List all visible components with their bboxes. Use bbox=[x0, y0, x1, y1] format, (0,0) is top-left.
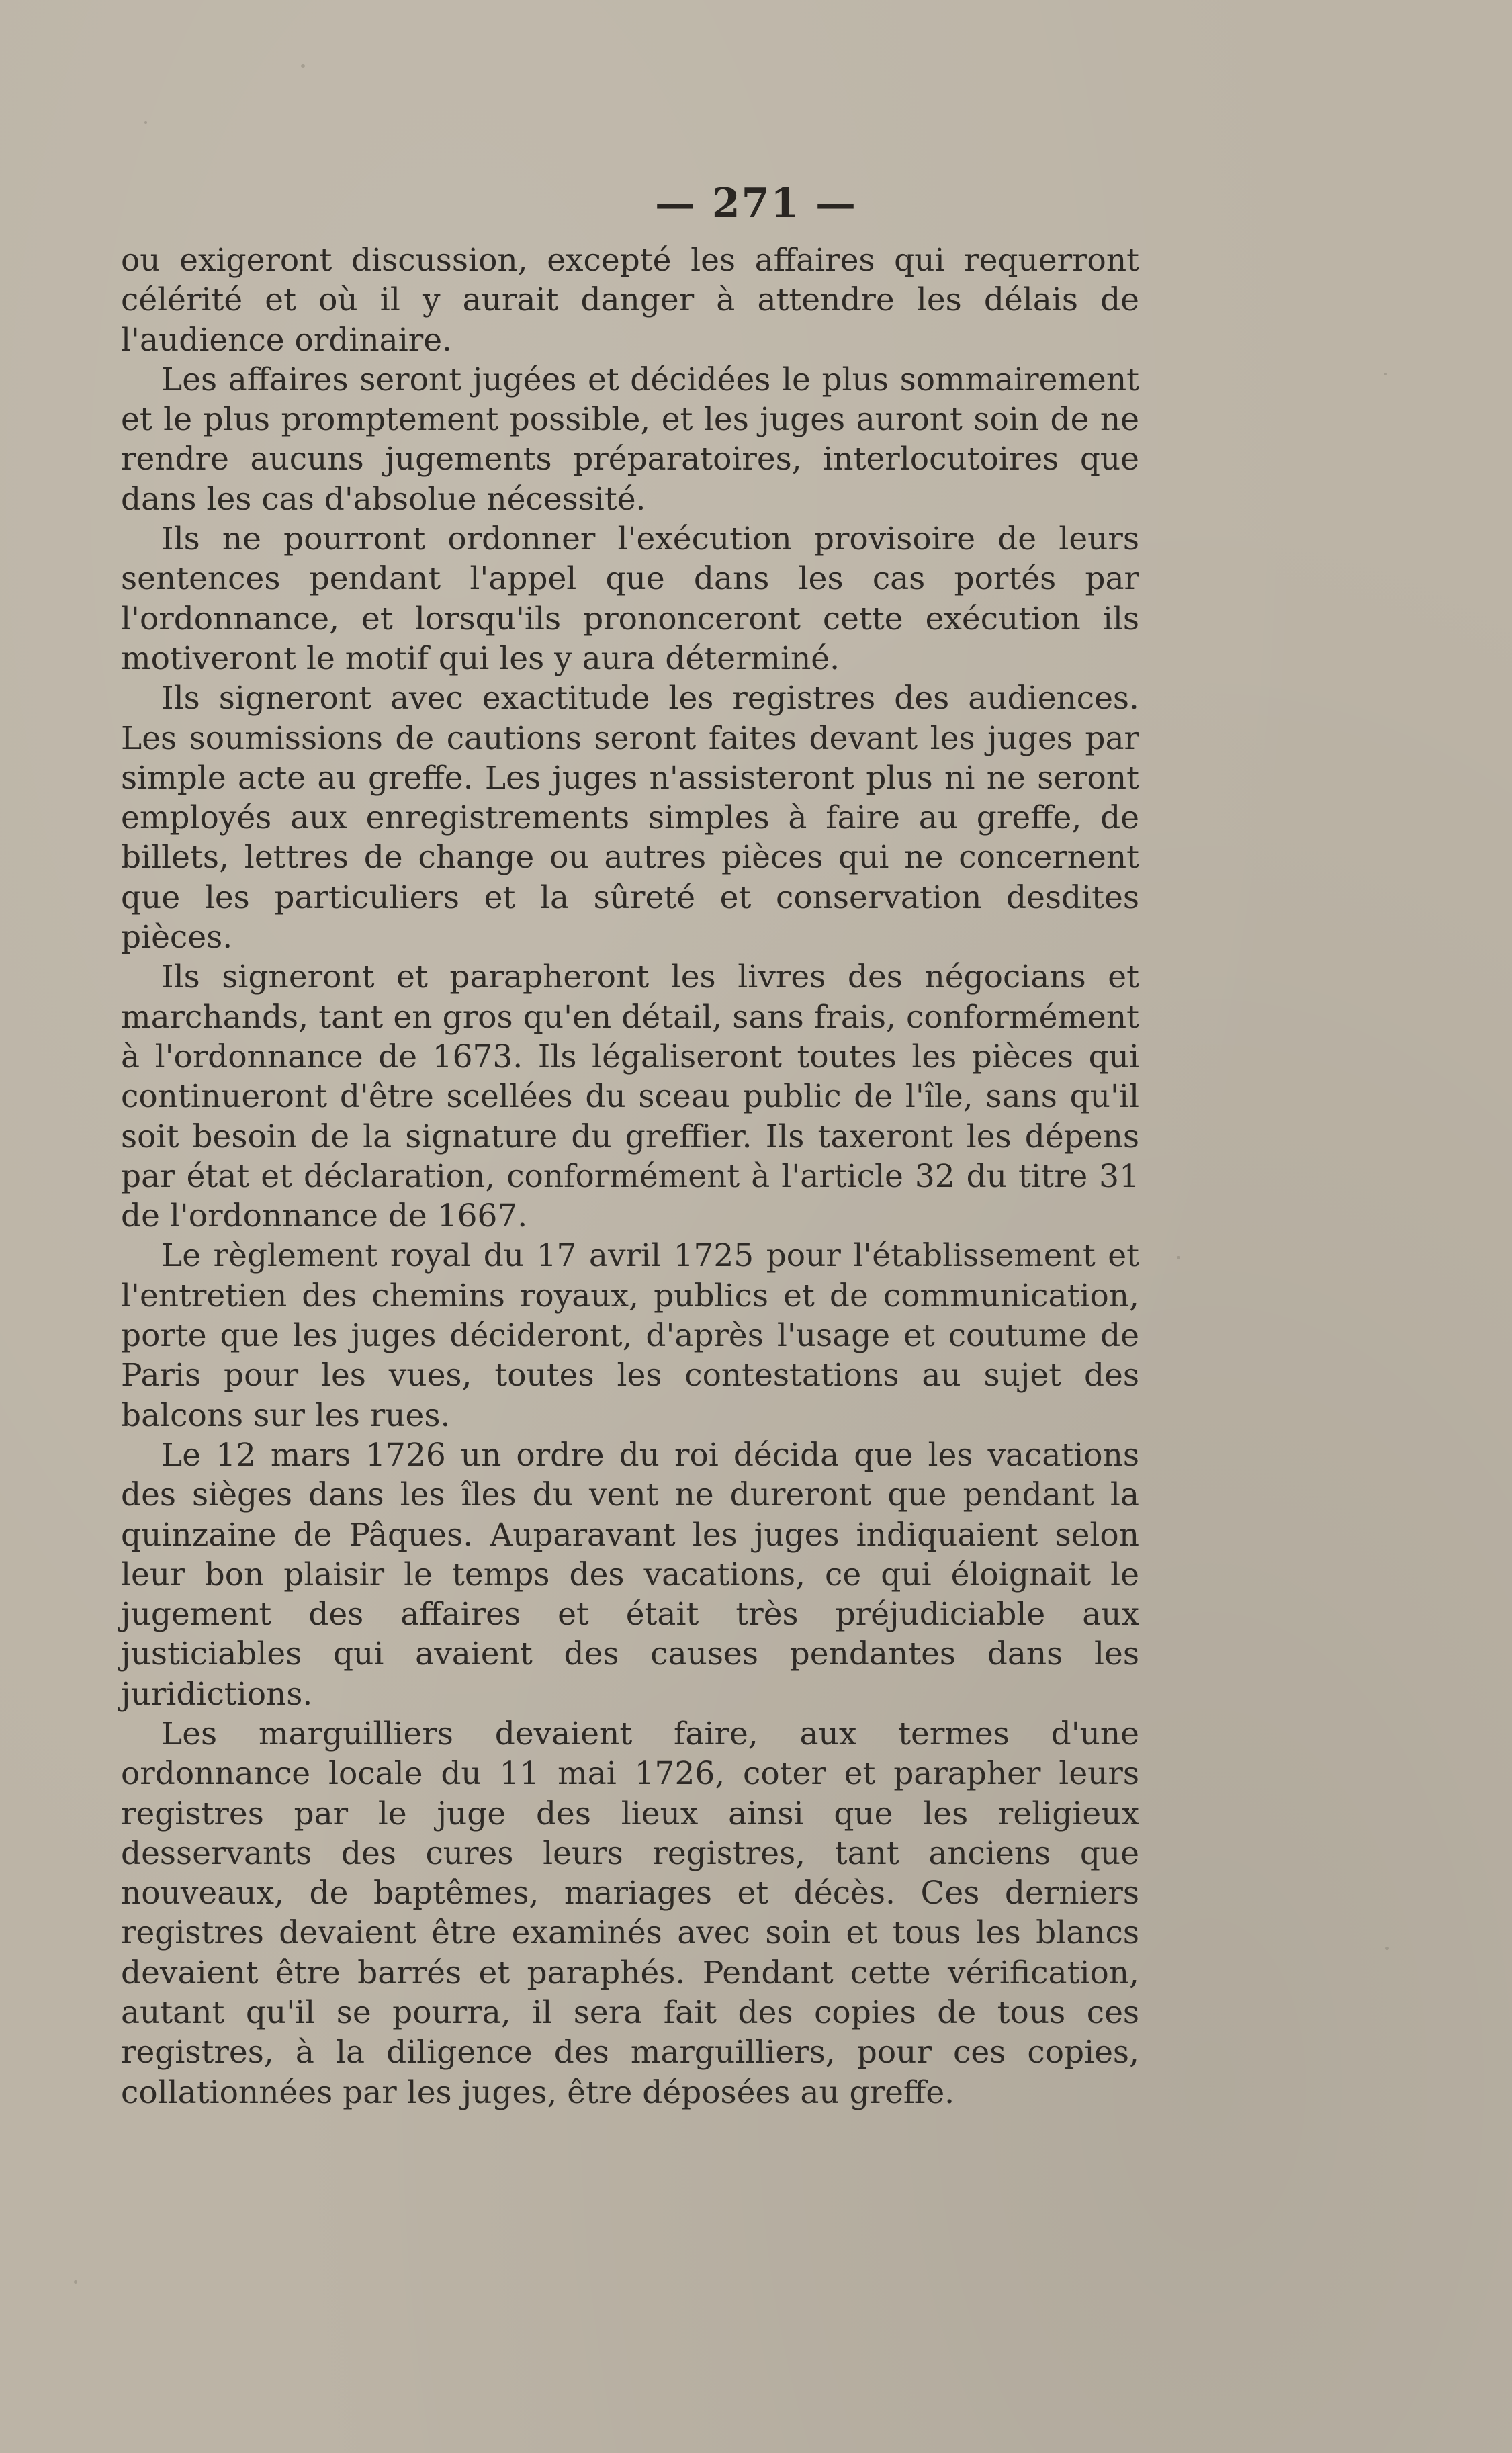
paper-speck bbox=[144, 121, 147, 124]
paper-speck bbox=[301, 64, 305, 68]
paragraph: Ils ne pourront ordonner l'exécution provisoire de leurs sentences pendant l'appel que dans les cas portés par l'ordonnance, et lorsqu'ils prononceront cette exécution ils motiveront le motif qui les y aura déterminé. bbox=[121, 521, 1139, 677]
paper-speck bbox=[1177, 1256, 1180, 1259]
paragraph: Ils signeront et parapheront les livres des négocians et marchands, tant en gros qu'en détail, sans frais, conformément à l'ordonnance de 1673. Ils légaliseront toutes les pièces qui continueront d'être scellées du sceau public de l'île, sans qu'il soit besoin de la signature du greffier. Ils taxeront les dépens par état et déclaration, conformément à l'article 32 du titre 31 de l'ordonnance de 1667. bbox=[121, 958, 1139, 1235]
paragraph: Les marguilliers devaient faire, aux termes d'une ordonnance locale du 11 mai 1726, coter et parapher leurs registres par le juge des lieux ainsi que les religieux desservants des cures leurs registres, tant anciens que nouveaux, de baptêmes, mariages et décès. Ces derniers registres devaient être examinés avec soin et tous les blancs devaient être barrés et paraphés. Pendant cette vérification, autant qu'il se pourra, il sera fait des copies de tous ces registres, à la diligence des marguilliers, pour ces copies, collationnées par les juges, être déposées au greffe. bbox=[121, 1715, 1139, 2111]
paragraph: Les affaires seront jugées et décidées le plus sommairement et le plus promptement possible, et les juges auront soin de ne rendre aucuns jugements préparatoires, interlocutoires que dans les cas d'absolue nécessité. bbox=[121, 361, 1139, 518]
paragraph: Le règlement royal du 17 avril 1725 pour l'établissement et l'entretien des chemins royaux, publics et de communication, porte que les juges décideront, d'après l'usage et coutume de Paris pour les vues, toutes les contestations au sujet des balcons sur les rues. bbox=[121, 1237, 1139, 1434]
paper-speck bbox=[1384, 373, 1387, 375]
body-text bbox=[121, 240, 1139, 2112]
paragraph: Le 12 mars 1726 un ordre du roi décida que les vacations des sièges dans les îles du vent ne dureront que pendant la quinzaine de Pâques. Auparavant les juges indiquaient selon leur bon plaisir le temps des vacations, ce qui éloignait le jugement des affaires et était très préjudiciable aux justiciables qui avaient des causes pendantes dans les juridictions. bbox=[121, 1436, 1139, 1713]
page-number: — 271 — bbox=[654, 180, 858, 227]
paragraph: Ils signeront avec exactitude les registres des audiences. Les soumissions de cautions seront faites devant les juges par simple acte au greffe. Les juges n'assisteront plus ni ne seront employés aux enregistrements simples à faire au greffe, de billets, lettres de change ou autres pièces qui ne concernent que les particuliers et la sûreté et conservation desdites pièces. bbox=[121, 680, 1139, 956]
paper-speck bbox=[74, 2280, 77, 2284]
paper-speck bbox=[1385, 1947, 1389, 1950]
paragraph: ou exigeront discussion, excepté les affaires qui requerront célérité et où il y aurait danger à attendre les délais de l'audience ordinaire. bbox=[121, 242, 1139, 359]
